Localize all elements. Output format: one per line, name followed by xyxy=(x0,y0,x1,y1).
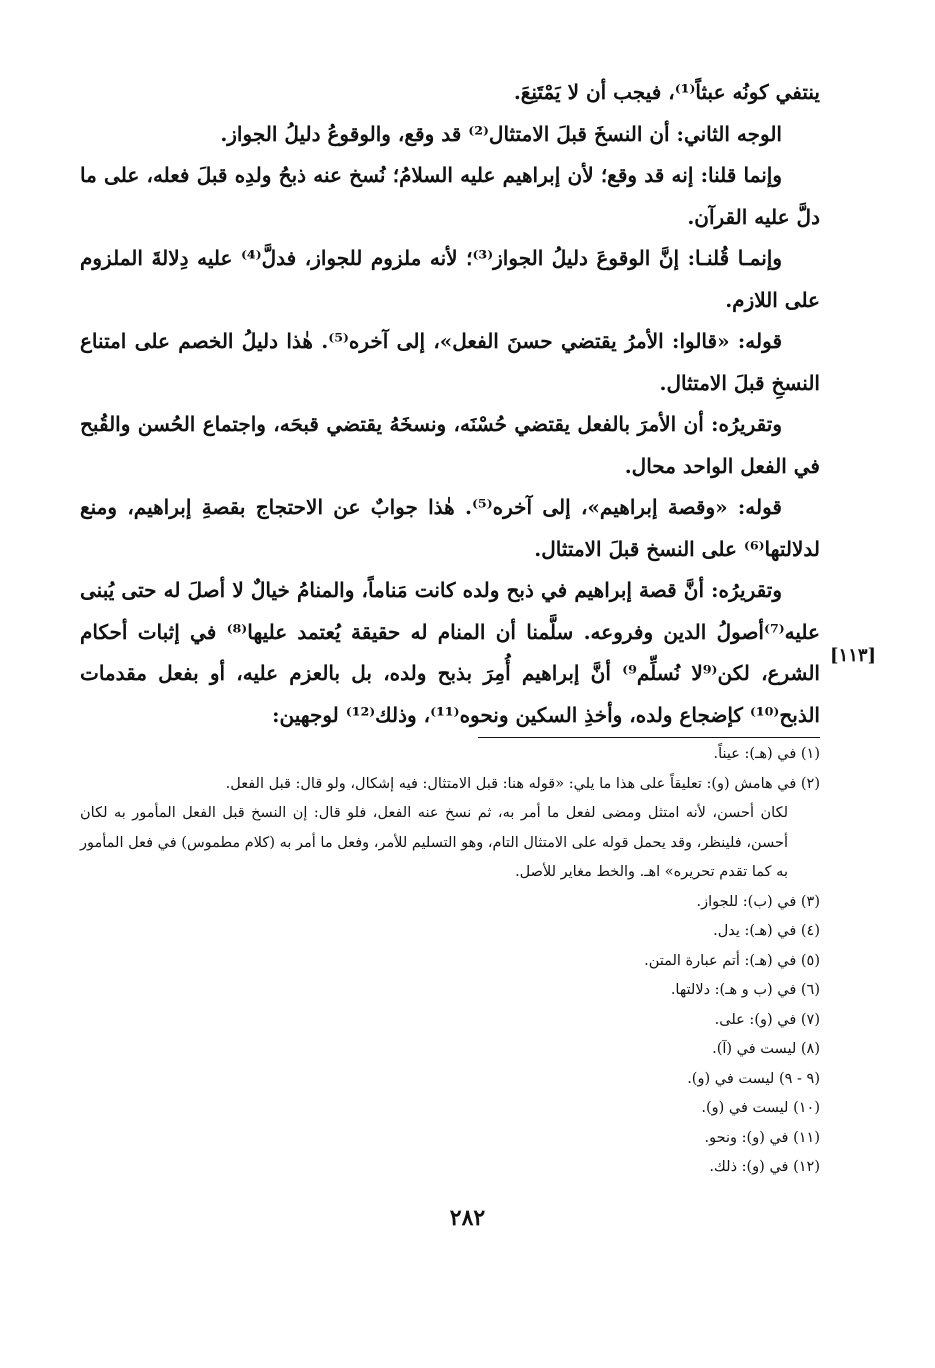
footnote-1: (١) في (هـ): عيناً. xyxy=(713,746,820,762)
paragraph-7: قوله: «وقصة إبراهيم»، إلى آخره⁽⁵⁾. هٰذا جوابٌ عن الاحتجاج بقصةِ إبراهيم، ومنع لدلالتها⁽⁶⁾ على النسخ قبلَ الامتثال. xyxy=(80,495,820,561)
footnote-4: (٤) في (هـ): يدل. xyxy=(713,923,820,939)
paragraph-1: ينتفي كونُه عبثاً⁽¹⁾، فيجب أن لا يَمْتَنِعَ. xyxy=(513,80,820,104)
paragraph-8: وتقريرُه: أنَّ قصة إبراهيم في ذبح ولده كانت مَناماً، والمنامُ خيالٌ لا أصلَ له حتى يُبنى عليه⁽⁷⁾أصولُ الدين وفروعه. سلَّمنا أن المنام له حقيقة يُعتمد عليها⁽⁸⁾ في إثبات أحكام الشرع، لكن⁽⁹لا نُسلِّم⁹⁾ أنَّ إبراهيم أُمِرَ بذبح ولده، بل بالعزم عليه، أو بفعل مقدمات الذبح⁽¹⁰⁾ كإضجاع ولده، وأخذِ السكين ونحوه⁽¹¹⁾، وذلك⁽¹²⁾ لوجهين: xyxy=(80,578,820,727)
footnote-12: (١٢) في (و): ذلك. xyxy=(709,1159,820,1175)
page-number: ٢٨٢ xyxy=(449,1205,486,1231)
footnote-10: (١٠) ليست في (و). xyxy=(701,1100,820,1116)
paragraph-5: قوله: «قالوا: الأمرُ يقتضي حسنَ الفعل»، إلى آخره⁽⁵⁾. هٰذا دليلُ الخصم على امتناع النسخِ قبلَ الامتثال. xyxy=(80,329,820,395)
footnote-7: (٧) في (و): على. xyxy=(714,1011,820,1028)
footnote-2-continuation: لكان أحسن، لأنه امتثل ومضى لفعل ما أمر به، ثم نسخ عنه الفعل، فلو قال: إن النسخ قبل الفعل المأمور به لكان أحسن، فلينظر، وقد يحمل قوله على الامتثال التام، وهو التسليم للأمر، وفعل ما أمر به (كلام مطموس) في فعل المأمور به كما تقدم تحريره» اهـ. والخط مغاير للأصل. xyxy=(80,805,788,880)
footnote-3: (٣) في (ب): للجواز. xyxy=(696,893,820,910)
main-text xyxy=(80,72,820,736)
footnote-9: (٩ - ٩) ليست في (و). xyxy=(687,1070,820,1087)
footnote-11: (١١) في (و): ونحو. xyxy=(704,1129,820,1146)
footnotes xyxy=(80,740,820,1183)
margin-page-marker: [١١٣] xyxy=(830,645,877,666)
paragraph-4: وإنمـا قُلنـا: إنَّ الوقوعَ دليلُ الجواز⁽³⁾؛ لأنه ملزوم للجواز، فدلَّ⁽⁴⁾ عليه دِلالةَ الملزوم على اللازم. xyxy=(80,246,820,312)
footnote-5: (٥) في (هـ): أتم عبارة المتن. xyxy=(644,952,820,969)
paragraph-6: وتقريرُه: أن الأمرَ بالفعل يقتضي حُسْنَه، ونسخَهُ يقتضي قبحَه، واجتماع الحُسن والقُبح في الفعل الواحد محال. xyxy=(80,412,820,478)
footnote-2: (٢) في هامش (و): تعليقاً على هذا ما يلي: «قوله هنا: قبل الامتثال: فيه إشكال، ولو قال: قبل الفعل. xyxy=(225,775,820,792)
footnote-separator xyxy=(478,737,820,738)
paragraph-3: وإنما قلنا: إنه قد وقع؛ لأن إبراهيم عليه السلامُ؛ نُسخ عنه ذبحُ ولدِه قبلَ فعله، على ما دلَّ عليه القرآن. xyxy=(80,163,820,229)
footnote-8: (٨) ليست في (آ). xyxy=(712,1041,820,1057)
footnote-6: (٦) في (ب و هـ): دلالتها. xyxy=(670,982,820,998)
paragraph-2: الوجه الثاني: أن النسخَ قبلَ الامتثال⁽²⁾ قد وقع، والوقوعُ دليلُ الجواز. xyxy=(220,121,782,146)
